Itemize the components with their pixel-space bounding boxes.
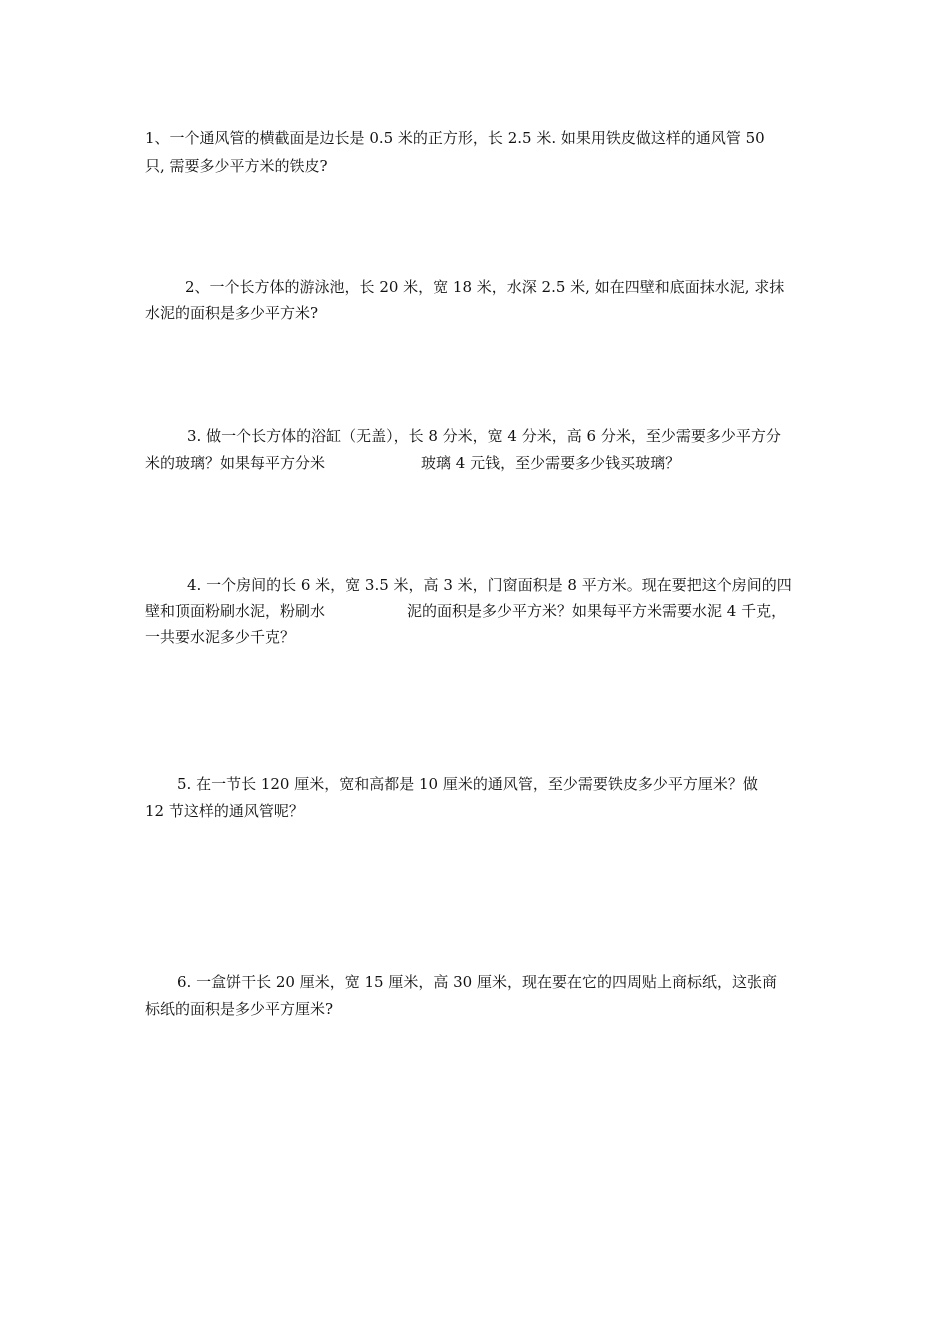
problem-3-line-2-part-b: 玻璃 4 元钱，至少需要多少钱买玻璃？	[421, 454, 681, 472]
problem-4-line-2	[145, 601, 815, 623]
problem-4-line-1: 4. 一个房间的长 6 米，宽 3.5 米，高 3 米，门窗面积是 8 平方米。现在要把这个房间的四	[187, 576, 792, 594]
problem-6-line-2: 标纸的面积是多少平方厘米?	[145, 1000, 334, 1018]
problem-1-line-1: 1、一个通风管的横截面是边长是 0.5 米的正方形，长 2.5 米. 如果用铁皮做这样的通风管 50	[145, 129, 765, 147]
problem-2-line-1: 2、一个长方体的游泳池，长 20 米，宽 18 米，水深 2.5 米, 如在四壁和底面抹水泥, 求抹	[185, 278, 785, 296]
problem-2-line-2: 水泥的面积是多少平方米?	[145, 304, 319, 322]
problem-4-line-2-part-a: 壁和顶面粉刷水泥，粉刷水	[145, 602, 326, 620]
problem-5-line-1: 5. 在一节长 120 厘米，宽和高都是 10 厘米的通风管，至少需要铁皮多少平方厘米？做	[177, 775, 758, 793]
problem-3-line-2-part-a: 米的玻璃？如果每平方分米	[145, 454, 326, 472]
problem-3-line-1: 3. 做一个长方体的浴缸（无盖），长 8 分米，宽 4 分米，高 6 分米，至少需要多少平方分	[187, 427, 781, 445]
problem-4-line-2-part-b: 泥的面积是多少平方米？如果每平方米需要水泥 4 千克，	[407, 602, 787, 620]
problem-1-line-2: 只, 需要多少平方米的铁皮?	[145, 157, 328, 175]
problem-6-line-1: 6. 一盒饼干长 20 厘米，宽 15 厘米，高 30 厘米，现在要在它的四周贴上商标纸，这张商	[177, 973, 777, 991]
problem-3-line-2	[145, 453, 815, 475]
problem-5-line-2: 12 节这样的通风管呢？	[145, 802, 304, 820]
problem-4-line-3: 一共要水泥多少千克？	[145, 628, 296, 646]
